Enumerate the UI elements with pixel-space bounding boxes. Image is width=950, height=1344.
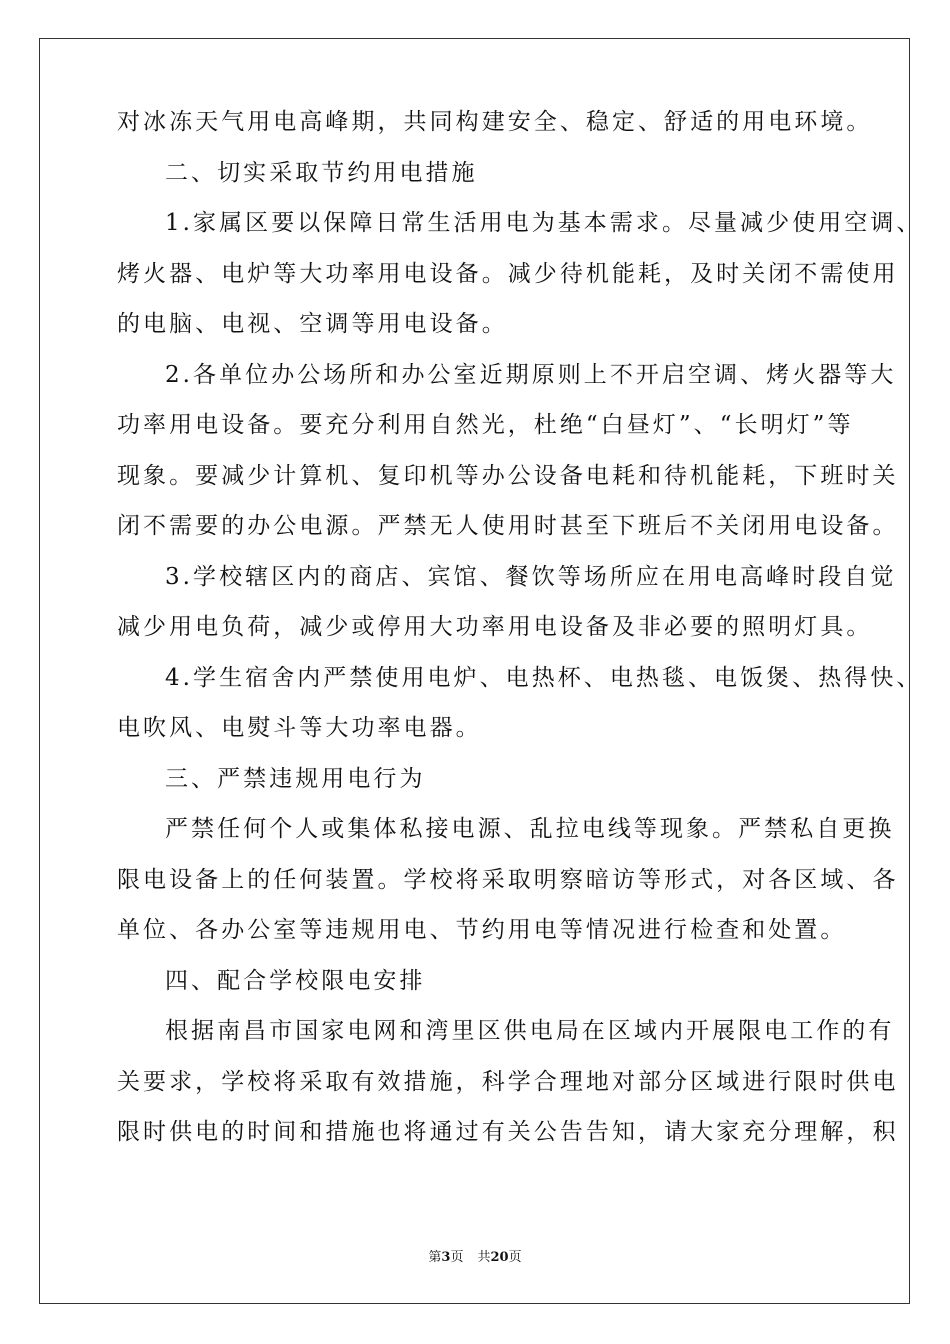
footer-total-suffix: 页: [508, 1250, 522, 1265]
text-line: 烤火器、电炉等大功率用电设备。减少待机能耗，及时关闭不需使用: [117, 260, 899, 287]
text-line: 单位、各办公室等违规用电、节约用电等情况进行检查和处置。: [117, 917, 847, 943]
footer-total-pages: 20: [490, 1250, 509, 1265]
text-line: 现象。要减少计算机、复印机等办公设备电耗和待机能耗，下班时关: [117, 462, 899, 489]
text-line: 对冰冻天气用电高峰期，共同构建安全、稳定、舒适的用电环境。: [117, 109, 873, 135]
text-line: 严禁任何个人或集体私接电源、乱拉电线等现象。严禁私自更换: [165, 816, 895, 842]
text-line: 根据南昌市国家电网和湾里区供电局在区域内开展限电工作的有: [165, 1018, 895, 1044]
text-line: 功率用电设备。要充分利用自然光，杜绝“白昼灯”、“长明灯”等: [117, 412, 854, 438]
text-line: 四、配合学校限电安排: [165, 967, 426, 994]
text-line: 二、切实采取节约用电措施: [165, 159, 478, 186]
text-line: 4.学生宿舍内严禁使用电炉、电热杯、电热毯、电饭煲、热得快、: [165, 664, 923, 691]
text-line: 闭不需要的办公电源。严禁无人使用时甚至下班后不关闭用电设备。: [117, 513, 899, 539]
text-line: 关要求，学校将采取有效措施，科学合理地对部分区域进行限时供电: [117, 1068, 899, 1095]
text-line: 限时供电的时间和措施也将通过有关公告告知，请大家充分理解，积: [117, 1119, 899, 1145]
text-line: 电吹风、电熨斗等大功率电器。: [117, 715, 482, 741]
footer-total-prefix: 共: [477, 1250, 491, 1265]
page-footer: [0, 1246, 950, 1265]
footer-page-prefix: 第: [428, 1250, 442, 1265]
footer-page-suffix: 页: [450, 1250, 464, 1265]
text-line: 1.家属区要以保障日常生活用电为基本需求。尽量减少使用空调、: [165, 210, 923, 236]
text-line: 减少用电负荷，减少或停用大功率用电设备及非必要的照明灯具。: [117, 614, 873, 640]
text-line: 三、严禁违规用电行为: [165, 765, 426, 792]
text-line: 的电脑、电视、空调等用电设备。: [117, 311, 508, 337]
text-line: 2.各单位办公场所和办公室近期原则上不开启空调、烤火器等大: [165, 361, 897, 388]
footer-page-number: 3: [441, 1250, 451, 1265]
text-line: 限电设备上的任何装置。学校将采取明察暗访等形式，对各区域、各: [117, 866, 899, 893]
text-line: 3.学校辖区内的商店、宾馆、餐饮等场所应在用电高峰时段自觉: [165, 563, 897, 590]
